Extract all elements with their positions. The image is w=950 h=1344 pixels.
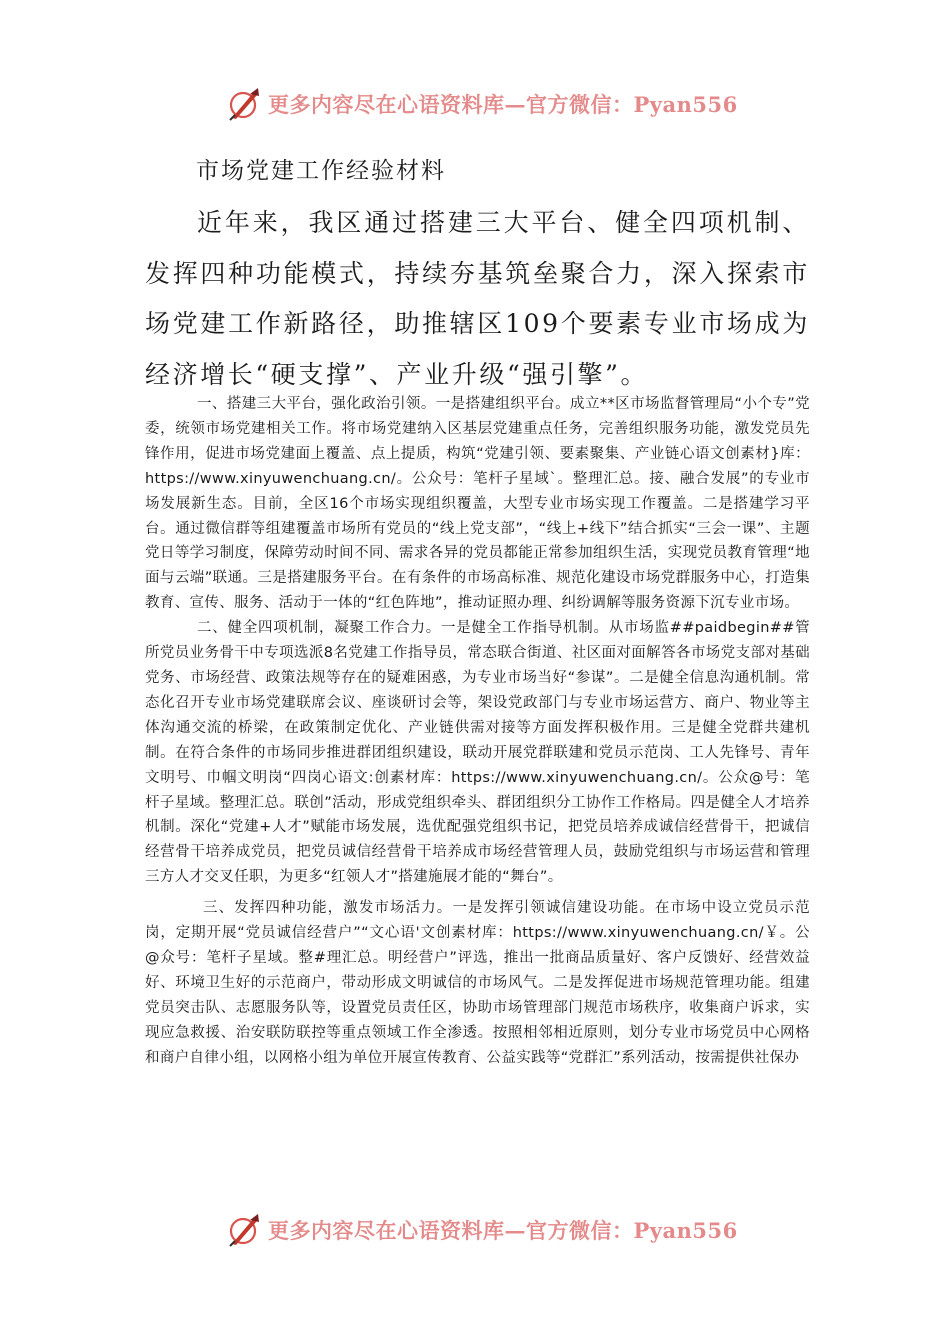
watermark-text-bottom: 更多内容尽在心语资料库—官方微信：Pyan556 [268,1218,738,1243]
quill-pen-icon [226,1212,262,1248]
section-3-paragraph: 三、发挥四种功能，激发市场活力。一是发挥引领诚信建设功能。在市场中设立党员示范岗，定期开展“党员诚信经营户”“文心语'文创素材库：https://www.xinyuwenchuang.cn/￥。公@众号：笔杆子星域。整#理汇总。明经营户”评选，推出一批商品质量好、客户反馈好、经营效益好、环境卫生好的示范商户，带动形成文明诚信的市场风气。二是发挥促进市场规范管理功能。组建党员突击队、志愿服务队等，设置党员责任区，协助市场管理部门规范市场秩序，收集商户诉求，实现应急救援、治安联防联控等重点领域工作全渗透。按照相邻相近原则，划分专业市场党员中心网格和商户自律小组，以网格小组为单位开展宣传教育、公益实践等“党群汇”系列活动，按需提供社保办 [145,900,810,1066]
watermark-text-top: 更多内容尽在心语资料库—官方微信：Pyan556 [268,92,738,117]
document-body [145,392,810,1070]
section-1-paragraph: 一、搭建三大平台，强化政治引领。一是搭建组织平台。成立**区市场监督管理局“小个专”党委，统领市场党建相关工作。将市场党建纳入区基层党建重点任务，完善组织服务功能，激发党员先锋作用，促进市场党建面上覆盖、点上提质，构筑“党建引领、要素聚集、产业链心语文创素材}库：https://www.xinyuwenchuang.cn/。公众号：笔杆子星域`。整理汇总。接、融合发展”的专业市场发展新生态。目前，全区16个市场实现组织覆盖，大型专业市场实现工作覆盖。二是搭建学习平台。通过微信群等组建覆盖市场所有党员的“线上党支部”，“线上+线下”结合抓实“三会一课”、主题党日等学习制度，保障劳动时间不同、需求各异的党员都能正常参加组织生活，实现党员教育管理“地面与云端”联通。三是搭建服务平台。在有条件的市场高标准、规范化建设市场党群服务中心，打造集教育、宣传、服务、活动于一体的“红色阵地”，推动证照办理、纠纷调解等服务资源下沉专业市场。 [145,396,810,612]
quill-pen-icon [226,86,262,122]
watermark-banner-bottom [226,1208,738,1252]
section-2-paragraph: 二、健全四项机制，凝聚工作合力。一是健全工作指导机制。从市场监##paidbegin##管所党员业务骨干中专项选派8名党建工作指导员，常态联合街道、社区面对面解答各市场党支部对基础党务、市场经营、政策法规等存在的疑难困惑，为专业市场当好“参谋”。二是健全信息沟通机制。常态化召开专业市场党建联席会议、座谈研讨会等，架设党政部门与专业市场运营方、商户、物业等主体沟通交流的桥梁，在政策制定优化、产业链供需对接等方面发挥积极作用。三是健全党群共建机制。在符合条件的市场同步推进群团组织建设，联动开展党群联建和党员示范岗、工人先锋号、青年文明号、巾帼文明岗“四岗心语文:创素材库：https://www.xinyuwenchuang.cn/。公众@号：笔杆子星域。整理汇总。联创”活动，形成党组织牵头、群团组织分工协作工作格局。四是健全人才培养机制。深化“党建+人才”赋能市场发展，选优配强党组织书记，把党员培养成诚信经营骨干，把诚信经营骨干培养成党员，把党员诚信经营骨干培养成市场经营管理人员，鼓励党组织与市场运营和管理三方人才交叉任职，为更多“红领人才”搭建施展才能的“舞台”。 [145,620,810,886]
document-title: 市场党建工作经验材料 [196,158,446,184]
watermark-banner-top [226,82,738,126]
lead-paragraph: 近年来，我区通过搭建三大平台、健全四项机制、发挥四种功能模式，持续夯基筑垒聚合力，深入探索市场党建工作新路径，助推辖区109个要素专业市场成为经济增长“硬支撑”、产业升级“强引擎”。 [145,208,810,389]
